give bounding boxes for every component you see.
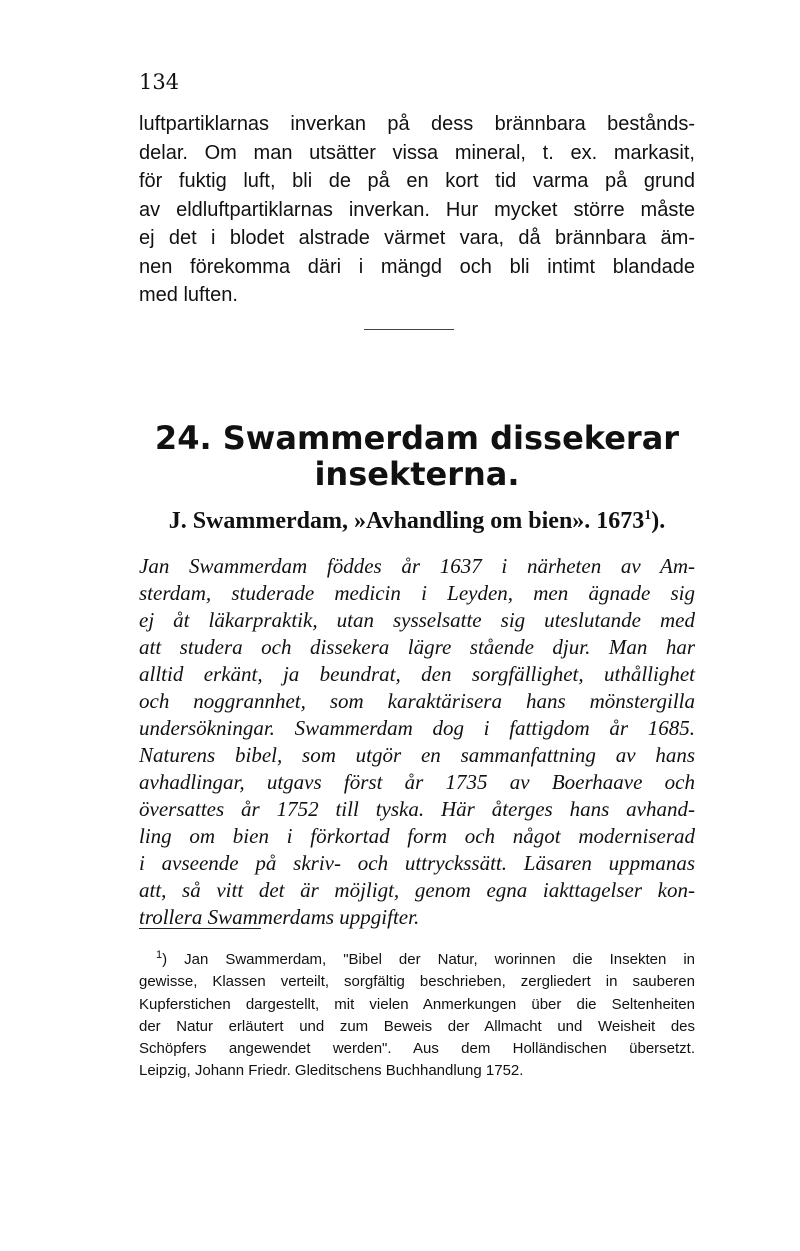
footnote-reference: 1: [644, 508, 652, 523]
footnote-marker: 1: [156, 949, 163, 961]
text-line: av eldluftpartiklarnas inverkan. Hur mycket större måste: [139, 198, 695, 221]
intro-line: och noggrannhet, som karaktärisera hans mönstergilla: [139, 689, 695, 713]
intro-line: att, så vitt det är möjligt, genom egna iakttagelser kon-: [139, 878, 695, 902]
intro-line: sterdam, studerade medicin i Leyden, men ägnade sig: [139, 581, 695, 605]
footnote-line: gewisse, Klassen verteilt, sorgfältig beschrieben, zergliedert in sauberen: [139, 973, 695, 991]
intro-line: trollera Swammerdams uppgifter.: [139, 905, 420, 929]
intro-line: undersökningar. Swammerdam dog i fattigdom år 1685.: [139, 716, 695, 740]
chapter-title-line: insekterna.: [314, 455, 520, 493]
text-line: med luften.: [139, 284, 238, 306]
footnote-line: Schöpfers angewendet werden". Aus dem Holländischen übersetzt.: [139, 1040, 695, 1058]
continuation-paragraph: [139, 110, 695, 310]
intro-line: alltid erkänt, ja beundrat, den sorgfällighet, uthållighet: [139, 662, 695, 686]
text-line: delar. Om man utsätter vissa mineral, t. ex. markasit,: [139, 141, 695, 164]
chapter-title-line: 24. Swammerdam dissekerar: [154, 419, 680, 457]
intro-line: i avseende på skriv- och uttryckssätt. Läsaren uppmanas: [139, 851, 695, 875]
intro-line: ej åt läkarpraktik, utan sysselsatte sig uteslutande med: [139, 608, 695, 632]
chapter-title: [139, 420, 695, 492]
source-end: ).: [651, 508, 666, 534]
footnote-marker-suffix: ): [162, 951, 168, 968]
source-citation: [139, 508, 695, 535]
text-line: nen förekomma däri i mängd och bli intimt blandade: [139, 255, 695, 278]
footnote-line: [139, 944, 695, 971]
intro-line: Jan Swammerdam föddes år 1637 i närheten av Am-: [139, 554, 695, 578]
intro-line: att studera och dissekera lägre stående djur. Man har: [139, 635, 695, 659]
footnote: [139, 944, 695, 1083]
footnote-text: Jan Swammerdam, "Bibel der Natur, worinnen die Insekten in: [167, 951, 695, 968]
footnote-line: Kupferstichen dargestellt, mit vielen Anmerkungen über die Seltenheiten: [139, 995, 695, 1013]
footnote-line: Leipzig, Johann Friedr. Gleditschens Buchhandlung 1752.: [139, 1062, 524, 1080]
intro-line: ling om bien i förkortad form och något moderniserad: [139, 824, 695, 848]
text-line: för fuktig luft, bli de på en kort tid varma på grund: [139, 170, 695, 192]
section-divider: [364, 329, 454, 330]
intro-line: avhadlingar, utgavs först år 1735 av Boerhaave och: [139, 770, 695, 794]
source-text: J. Swammerdam, »Avhandling om bien». 1673: [168, 508, 645, 534]
intro-line: Naturens bibel, som utgör en sammanfattning av hans: [139, 743, 695, 767]
footnote-rule: [139, 928, 261, 929]
page-number: 134: [139, 70, 180, 94]
text-line: ej det i blodet alstrade värmet vara, då brännbara äm-: [139, 227, 695, 249]
text-line: luftpartiklarnas inverkan på dess brännbara bestånds-: [139, 113, 695, 135]
intro-paragraph: [139, 553, 695, 931]
intro-line: översattes år 1752 till tyska. Här återges hans avhand-: [139, 797, 695, 821]
footnote-line: der Natur erläutert und zum Beweis der Allmacht und Weisheit des: [139, 1017, 695, 1035]
